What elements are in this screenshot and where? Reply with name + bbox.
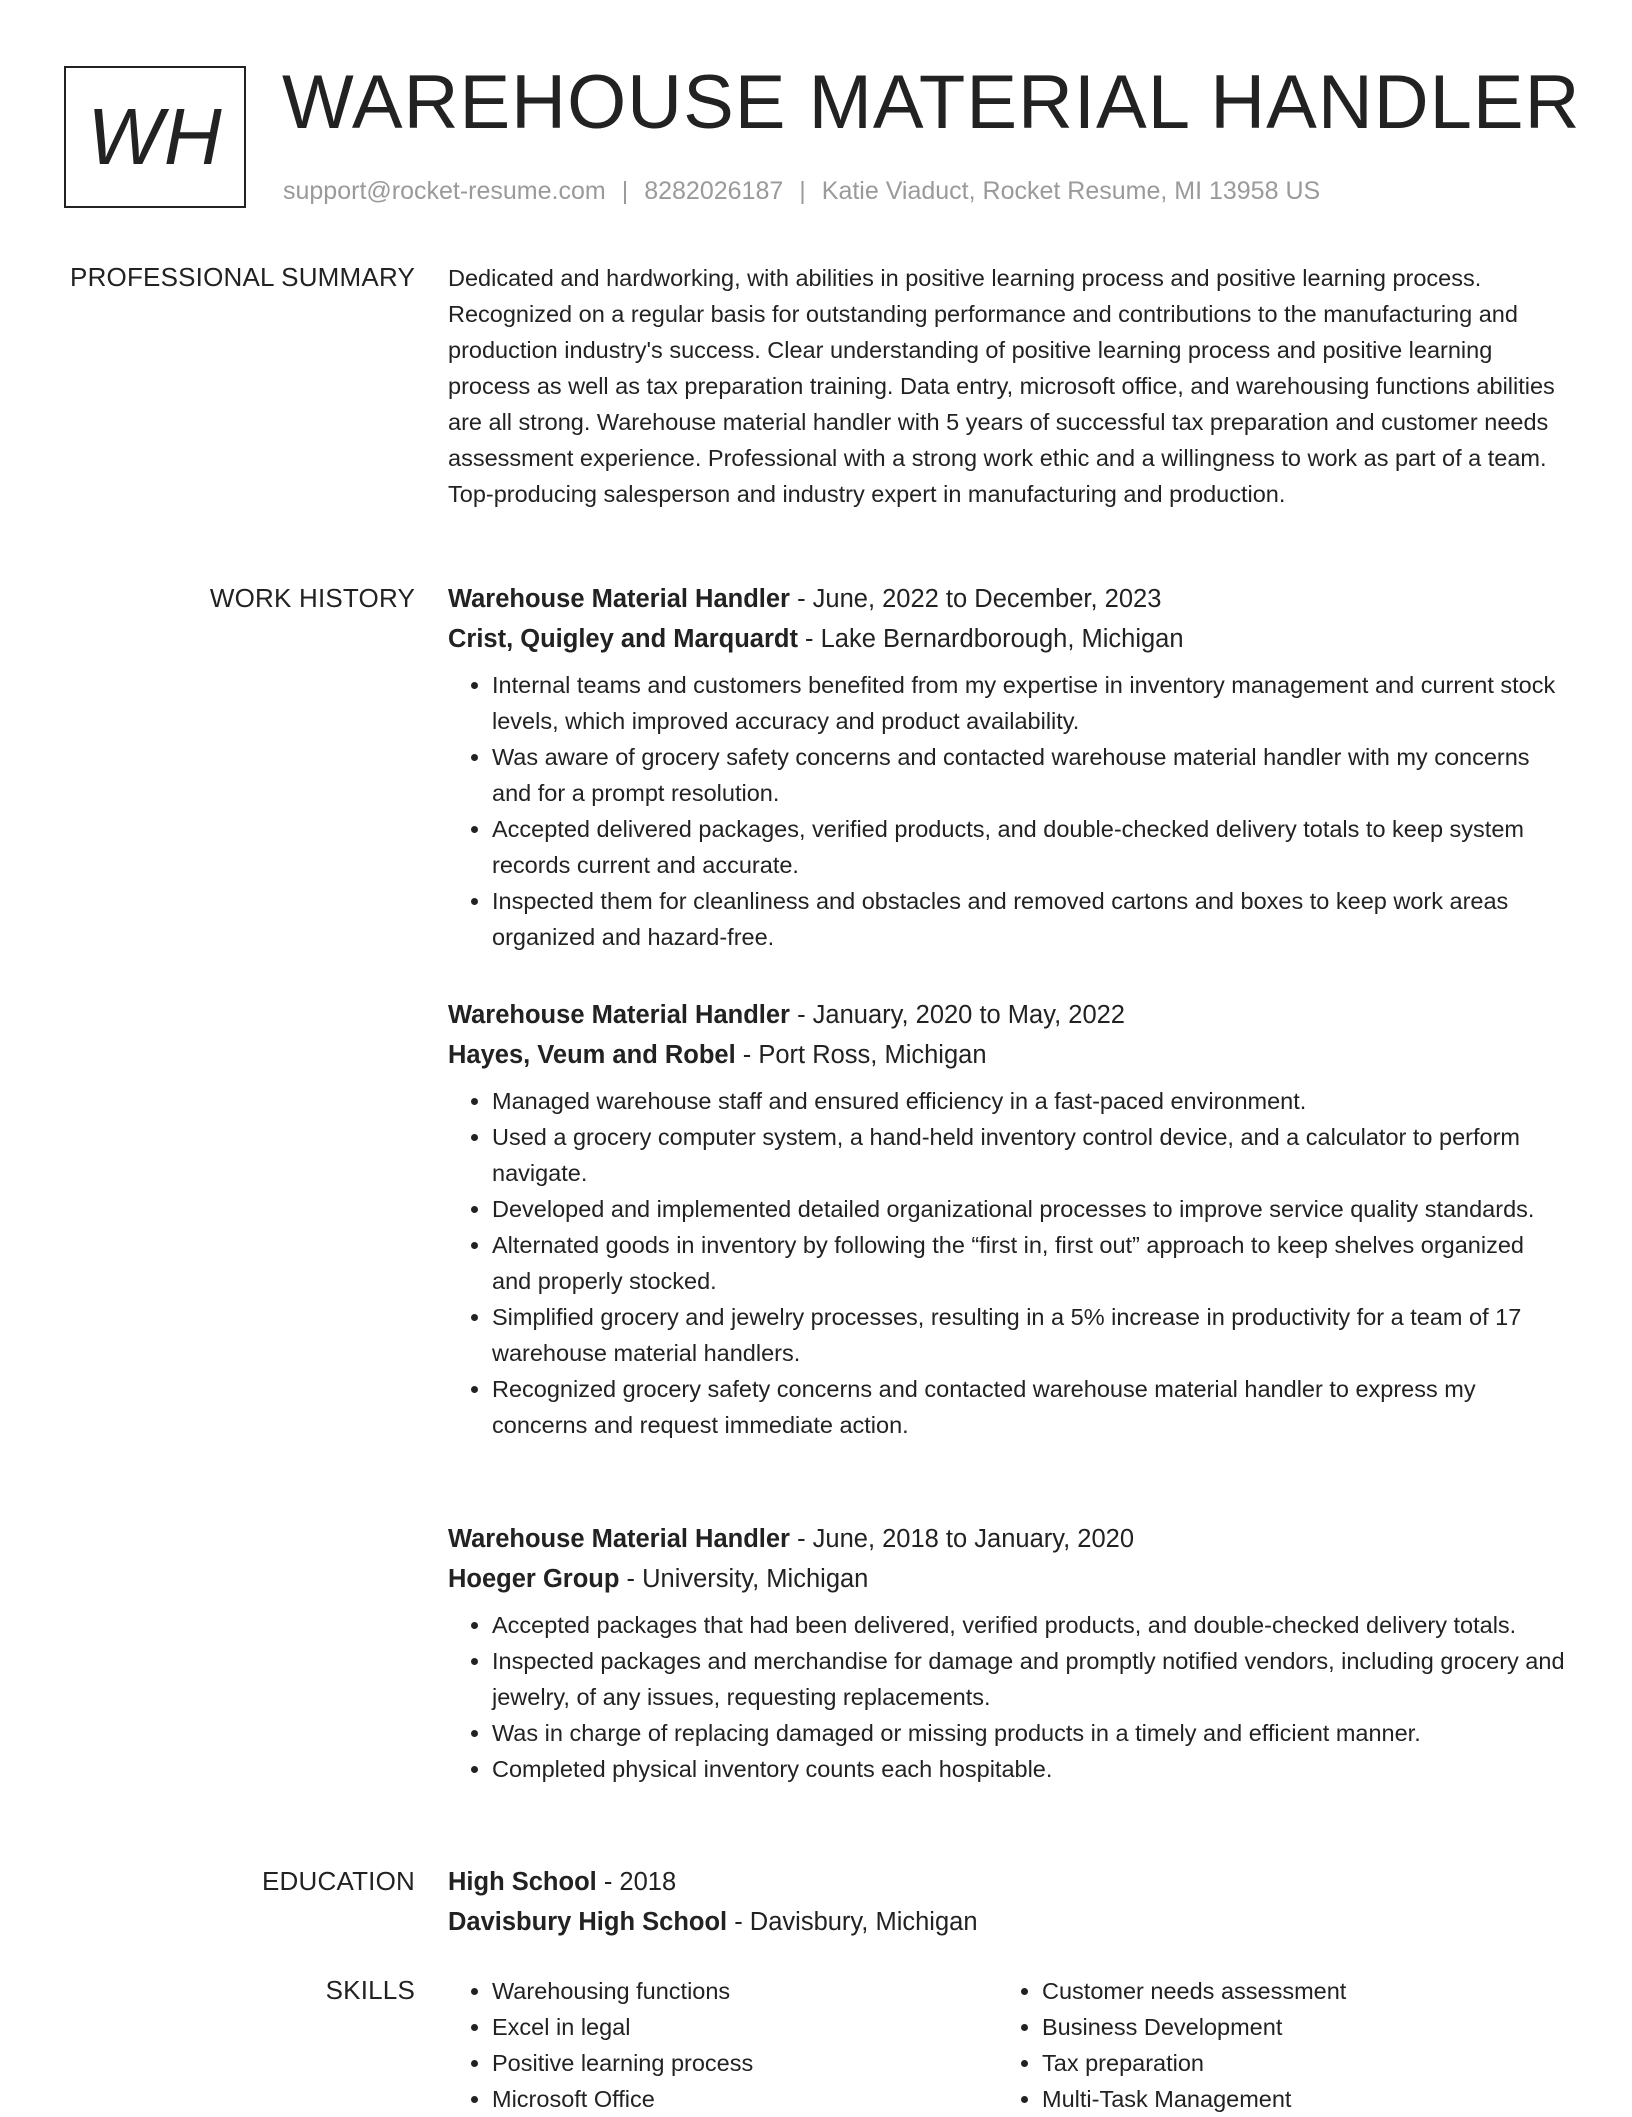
education-degree-line <box>448 1862 1568 1902</box>
job-entry <box>448 995 1568 1443</box>
skill-item: • Excel in legal <box>492 2009 998 2045</box>
summary-body <box>448 260 1568 512</box>
job-bullet: • Inspected them for cleanliness and obstacles and removed cartons and boxes to keep work areas organized and hazard-free. <box>492 883 1568 955</box>
section-heading-education: EDUCATION <box>262 1866 415 1896</box>
job-role: Warehouse Material Handler <box>448 1001 790 1029</box>
job-company-line <box>448 1559 1568 1599</box>
education-body <box>448 1862 1568 1942</box>
job-title-line <box>448 995 1568 1035</box>
monogram-text: WH <box>87 92 223 181</box>
job-bullet: • Internal teams and customers benefited from my expertise in inventory management and current stock levels, which improved accuracy and product availability. <box>492 667 1568 739</box>
monogram-badge <box>64 66 246 208</box>
skill-item: • Microsoft Office <box>492 2081 998 2117</box>
job-bullet: • Alternated goods in inventory by following the “first in, first out” approach to keep shelves organized and properly stocked. <box>492 1227 1568 1299</box>
job-company: Crist, Quigley and Marquardt <box>448 625 798 653</box>
job-company: Hoeger Group <box>448 1565 620 1593</box>
job-bullet-list <box>448 667 1568 955</box>
contact-line <box>283 174 1320 208</box>
education-year: - 2018 <box>596 1868 677 1896</box>
skill-item: • Multi-Task Management <box>1042 2081 1548 2117</box>
education-location: - Davisbury, Michigan <box>727 1908 978 1936</box>
section-heading-summary: PROFESSIONAL SUMMARY <box>70 262 415 292</box>
skill-item: • Customer needs assessment <box>1042 1973 1548 2009</box>
skill-item: • Tax preparation <box>1042 2045 1548 2081</box>
skill-item: • Business Development <box>1042 2009 1548 2045</box>
education-degree: High School <box>448 1868 597 1896</box>
skill-item: • Warehousing functions <box>492 1973 998 2009</box>
skills-columns <box>448 1973 1568 2117</box>
job-bullet: • Managed warehouse staff and ensured efficiency in a fast-paced environment. <box>492 1083 1568 1119</box>
skills-body <box>448 1973 1568 2117</box>
job-title-line <box>448 1519 1568 1559</box>
job-dates: - January, 2020 to May, 2022 <box>789 1001 1125 1029</box>
education-school: Davisbury High School <box>448 1908 728 1936</box>
job-location: - Lake Bernardborough, Michigan <box>797 625 1184 653</box>
page-title: WAREHOUSE MATERIAL HANDLER <box>282 60 1581 145</box>
job-role: Warehouse Material Handler <box>448 1525 790 1553</box>
skill-item: • Positive learning process <box>492 2045 998 2081</box>
job-bullet: • Recognized grocery safety concerns and contacted warehouse material handler to express my concerns and request immediate action. <box>492 1371 1568 1443</box>
job-entry <box>448 579 1568 955</box>
skills-list-right <box>998 1973 1548 2117</box>
job-location: - Port Ross, Michigan <box>735 1041 987 1069</box>
job-bullet-list <box>448 1607 1568 1787</box>
job-dates: - June, 2022 to December, 2023 <box>789 585 1162 613</box>
job-bullet: • Developed and implemented detailed organizational processes to improve service quality standards. <box>492 1191 1568 1227</box>
job-bullet-list <box>448 1083 1568 1443</box>
contact-address: Katie Viaduct, Rocket Resume, MI 13958 US <box>821 177 1321 205</box>
job-bullet: • Used a grocery computer system, a hand-held inventory control device, and a calculator to perform navigate. <box>492 1119 1568 1191</box>
job-company-line <box>448 1035 1568 1075</box>
job-bullet: • Inspected packages and merchandise for damage and promptly notified vendors, including grocery and jewelry, of any issues, requesting replacements. <box>492 1643 1568 1715</box>
job-role: Warehouse Material Handler <box>448 585 790 613</box>
job-bullet: • Accepted delivered packages, verified products, and double-checked delivery totals to keep system records current and accurate. <box>492 811 1568 883</box>
summary-text: Dedicated and hardworking, with abilities in positive learning process and positive learning process. Recognized on a regular basis for outstanding performance and contributions to the manufacturing and production industry's success. Clear understanding of positive learning process and positive learning process as well as tax preparation training. Data entry, microsoft office, and warehousing functions abilities are all strong. Warehouse material handler with 5 years of successful tax preparation and customer needs assessment experience. Professional with a strong work ethic and a willingness to work as part of a team. Top-producing salesperson and industry expert in manufacturing and production. <box>448 265 1555 507</box>
job-title-line <box>448 579 1568 619</box>
contact-email: support@rocket-resume.com <box>283 177 606 205</box>
contact-separator: | <box>621 177 629 205</box>
education-school-line <box>448 1902 1568 1942</box>
section-heading-work-history: WORK HISTORY <box>209 583 415 613</box>
job-bullet: • Simplified grocery and jewelry processes, resulting in a 5% increase in productivity for a team of 17 warehouse material handlers. <box>492 1299 1568 1371</box>
job-dates: - June, 2018 to January, 2020 <box>789 1525 1134 1553</box>
skills-list-left <box>448 1973 998 2117</box>
job-location: - University, Michigan <box>619 1565 869 1593</box>
contact-phone: 8282026187 <box>644 177 784 205</box>
job-bullet: • Accepted packages that had been delivered, verified products, and double-checked delivery totals. <box>492 1607 1568 1643</box>
job-bullet: • Was in charge of replacing damaged or missing products in a timely and efficient manner. <box>492 1715 1568 1751</box>
contact-separator: | <box>799 177 806 205</box>
job-bullet: • Completed physical inventory counts each hospitable. <box>492 1751 1568 1787</box>
job-company-line <box>448 619 1568 659</box>
section-heading-skills: SKILLS <box>325 1975 415 2005</box>
job-company: Hayes, Veum and Robel <box>448 1041 736 1069</box>
job-entry <box>448 1519 1568 1787</box>
job-bullet: • Was aware of grocery safety concerns and contacted warehouse material handler with my concerns and for a prompt resolution. <box>492 739 1568 811</box>
